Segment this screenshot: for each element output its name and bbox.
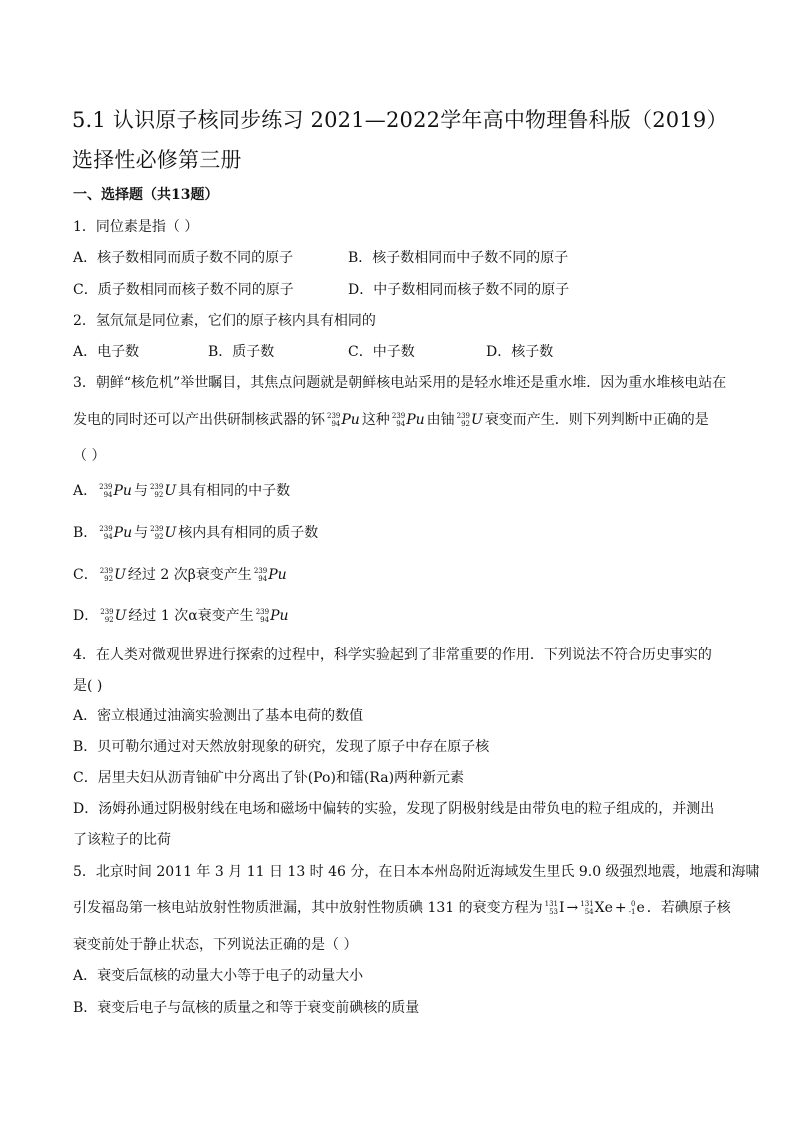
atomic-number: 92 (104, 616, 114, 624)
element-symbol: U (114, 608, 127, 624)
plutonium-isotope (392, 410, 425, 430)
question-5-stem-line1: 5．北京时间 2011 年 3 月 11 日 13 时 46 分，在日本本州岛附近海域发生里氏 9.0 级强烈地震，地震和海啸 (73, 864, 760, 880)
question-3-option-d (73, 606, 291, 626)
section-heading: 一、选择题（共13题） (73, 187, 219, 203)
plutonium-isotope (254, 565, 287, 585)
uranium-isotope (457, 410, 483, 430)
element-symbol: Pu (270, 608, 289, 624)
question-4-option-a: A．密立根通过油滴实验测出了基本电荷的数值 (73, 708, 364, 724)
text-segment: 具有相同的中子数 (178, 483, 291, 499)
mass-number: 131 (580, 900, 594, 908)
option-letter: D． (73, 608, 99, 624)
text-segment: ．若碘原子核 (646, 900, 731, 916)
question-1-option-d: D．中子数相同而核子数不同的原子 (348, 282, 570, 298)
question-4-option-d-line2: 了该粒子的比荷 (73, 832, 171, 848)
question-1-option-c: C．质子数相同而核子数不同的原子 (73, 282, 294, 298)
mass-number: 239 (99, 525, 113, 533)
mass-number: 239 (100, 608, 114, 616)
plutonium-isotope (327, 410, 360, 430)
text-segment: 由铀 (426, 412, 455, 428)
element-symbol: e (636, 900, 645, 916)
question-3-bracket: （ ） (73, 448, 106, 464)
mass-number: 239 (391, 412, 406, 420)
question-5-option-b: B．衰变后电子与氙核的质量之和等于衰变前碘核的质量 (73, 1000, 420, 1016)
uranium-isotope (100, 565, 126, 585)
plutonium-isotope (256, 606, 289, 626)
mass-number: 239 (99, 567, 114, 575)
text-segment: 经过 2 次β衰变产生 (127, 567, 252, 583)
text-segment: 引发福岛第一核电站放射性物质泄漏，其中放射性物质碘 131 的衰变方程为 (73, 900, 543, 916)
atomic-number: 92 (154, 533, 164, 541)
plutonium-isotope (99, 481, 132, 501)
text-segment: 核内具有相同的质子数 (178, 525, 319, 541)
charge-number: -1 (628, 908, 636, 916)
text-segment: 经过 1 次α衰变产生 (128, 608, 254, 624)
question-4-option-c: C．居里夫妇从沥青铀矿中分离出了钋(Po)和镭(Ra)两种新元素 (73, 770, 465, 786)
question-5-stem-line2 (73, 898, 731, 918)
question-1-stem: 1．同位素是指（ ） (73, 219, 199, 235)
option-letter: C． (73, 567, 98, 583)
question-4-stem-line1: 4．在人类对微观世界进行探索的过程中，科学实验起到了非常重要的作用．下列说法不符合历史事实的 (73, 647, 712, 663)
question-3-option-a (73, 481, 290, 501)
element-symbol: U (164, 483, 177, 499)
plus-sign: + (614, 900, 627, 916)
question-2-option-b: B．质子数 (208, 344, 275, 360)
question-2-stem: 2．氢氘氚是同位素，它们的原子核内具有相同的 (73, 313, 376, 329)
question-3-stem-line2 (73, 410, 709, 430)
question-4-option-d-line1: D．汤姆孙通过阴极射线在电场和磁场中偏转的实验，发现了阴极射线是由带负电的粒子组成的，并测出 (73, 801, 715, 817)
element-symbol: Pu (268, 567, 287, 583)
element-symbol: U (471, 412, 483, 428)
text-segment: 与 (133, 483, 148, 499)
mass-number: 239 (99, 483, 113, 491)
question-3-option-b (73, 523, 318, 543)
atomic-number: 94 (396, 420, 406, 428)
atomic-number: 94 (260, 616, 270, 624)
question-1-option-b: B．核子数相同而中子数不同的原子 (348, 250, 569, 266)
element-symbol: I (559, 900, 565, 916)
atomic-number: 54 (584, 908, 594, 916)
uranium-isotope (150, 523, 176, 543)
mass-number: 239 (327, 412, 341, 420)
atomic-number: 94 (103, 533, 113, 541)
question-2-option-d: D．核子数 (486, 344, 554, 360)
mass-number: 239 (149, 483, 164, 491)
text-segment: 发电的同时还可以产出供研制核武器的钚 (73, 412, 325, 428)
mass-number: 0 (631, 900, 636, 908)
element-symbol: Pu (341, 412, 360, 428)
option-letter: A． (73, 483, 98, 499)
element-symbol: Pu (113, 525, 133, 541)
mass-number: 239 (456, 412, 470, 420)
uranium-isotope (150, 481, 176, 501)
question-4-option-b: B．贝可勒尔通过对天然放射现象的研究，发现了原子中存在原子核 (73, 739, 490, 755)
mass-number: 239 (150, 525, 164, 533)
plutonium-isotope (99, 523, 132, 543)
question-2-option-a: A．电子数 (73, 344, 140, 360)
page-title: 5.1 认识原子核同步练习 2021—2022学年高中物理鲁科版（2019）选择性必修第三册 (72, 108, 728, 172)
iodine-isotope (545, 898, 565, 918)
question-5-option-a: A．衰变后氙核的动量大小等于电子的动量大小 (73, 968, 364, 984)
question-3-option-c (73, 565, 289, 585)
text-segment: 衰变而产生．则下列判断中正确的是 (484, 412, 709, 428)
mass-number: 131 (544, 900, 558, 908)
element-symbol: Pu (406, 412, 425, 428)
element-symbol: U (164, 525, 177, 541)
element-symbol: Pu (113, 483, 132, 499)
question-1-option-a: A．核子数相同而质子数不同的原子 (73, 250, 294, 266)
atomic-number: 94 (258, 575, 268, 583)
electron-particle (629, 898, 645, 918)
question-2-option-c: C．中子数 (348, 344, 415, 360)
atomic-number: 92 (154, 491, 164, 499)
atomic-number: 53 (549, 908, 558, 916)
question-3-stem-line1: 3．朝鲜“核危机”举世瞩目，其焦点问题就是朝鲜核电站采用的是轻水堆还是重水堆．因为重水堆核电站在 (73, 375, 727, 391)
question-5-stem-line3: 衰变前处于静止状态，下列说法正确的是（ ） (73, 937, 358, 953)
element-symbol: Xe (594, 900, 613, 916)
text-segment: 这种 (361, 412, 390, 428)
atomic-number: 94 (331, 420, 341, 428)
option-letter: B． (73, 525, 98, 541)
uranium-isotope (100, 606, 126, 626)
element-symbol: U (114, 567, 126, 583)
atomic-number: 94 (103, 491, 113, 499)
mass-number: 239 (255, 608, 270, 616)
mass-number: 239 (253, 567, 268, 575)
reaction-arrow: → (566, 900, 579, 916)
text-segment: 与 (134, 525, 149, 541)
atomic-number: 92 (104, 575, 114, 583)
question-4-stem-line2: 是( ) (73, 678, 103, 694)
atomic-number: 92 (461, 420, 470, 428)
xenon-isotope (580, 898, 613, 918)
